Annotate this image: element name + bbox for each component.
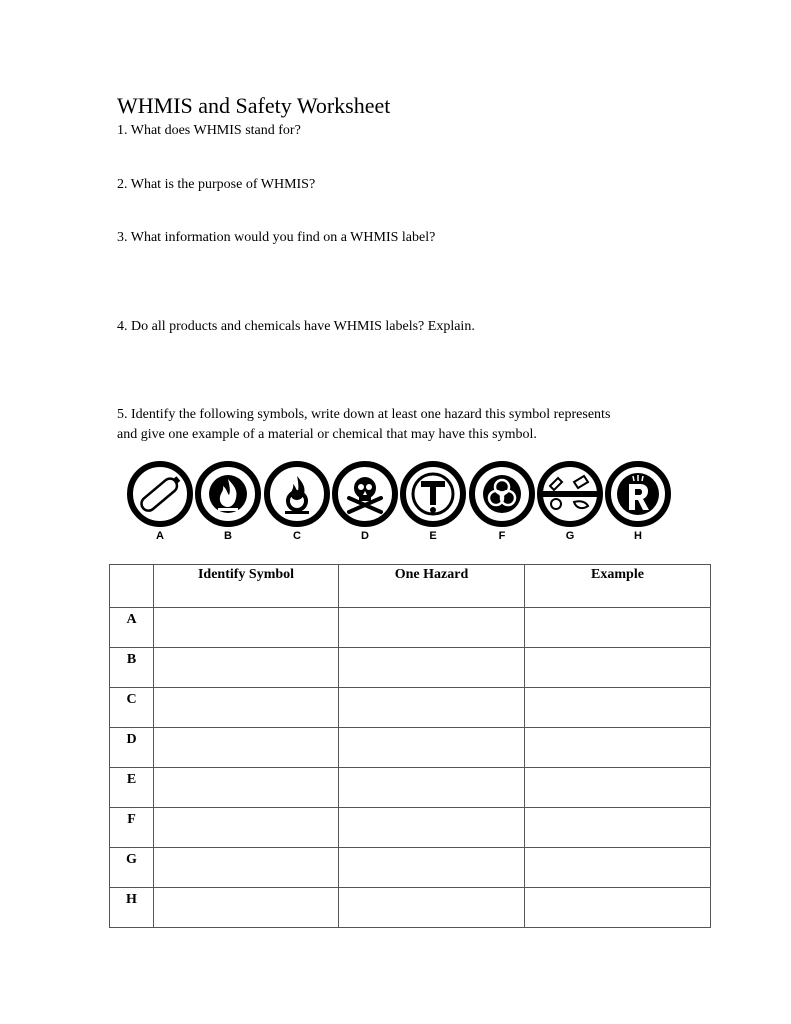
identify-symbol-cell[interactable] [154,648,339,688]
question-5-line-2: and give one example of a material or chemical that may have this symbol. [117,427,537,442]
page-title: WHMIS and Safety Worksheet [117,93,391,118]
one-hazard-cell[interactable] [339,728,525,768]
row-label: F [110,808,154,848]
identify-symbol-cell[interactable] [154,768,339,808]
example-cell[interactable] [525,728,711,768]
one-hazard-cell[interactable] [339,688,525,728]
table-row [110,648,711,688]
example-cell[interactable] [525,888,711,928]
table-row [110,688,711,728]
identify-symbol-cell[interactable] [154,808,339,848]
example-cell[interactable] [525,688,711,728]
symbol-h [604,460,672,542]
one-hazard-cell[interactable] [339,768,525,808]
example-cell[interactable] [525,808,711,848]
symbol-letter: C [293,530,301,542]
header-cell-blank [110,565,154,608]
oxidizing-flame-over-circle-icon [263,460,331,528]
symbol-f [468,460,536,542]
table-row [110,768,711,808]
toxic-t-icon [399,460,467,528]
example-cell[interactable] [525,608,711,648]
symbol-g [536,460,604,542]
symbol-d [331,460,399,542]
symbol-letter: D [361,530,369,542]
table-row [110,728,711,768]
symbol-letter: E [429,530,437,542]
one-hazard-cell[interactable] [339,888,525,928]
example-cell[interactable] [525,768,711,808]
one-hazard-cell[interactable] [339,848,525,888]
question-4: 4. Do all products and chemicals have WHMIS labels? Explain. [117,319,475,334]
header-identify-symbol: Identify Symbol [154,565,339,608]
identify-symbol-cell[interactable] [154,608,339,648]
compressed-gas-cylinder-icon [126,460,194,528]
row-label: A [110,608,154,648]
question-3: 3. What information would you find on a WHMIS label? [117,230,436,245]
identify-symbol-cell[interactable] [154,688,339,728]
biohazard-icon [468,460,536,528]
symbol-b [194,460,262,542]
example-cell[interactable] [525,848,711,888]
symbol-a [126,460,194,542]
example-cell[interactable] [525,648,711,688]
question-1: 1. What does WHMIS stand for? [117,123,301,138]
symbol-e [399,460,467,542]
row-label: B [110,648,154,688]
dangerously-reactive-r-icon [604,460,672,528]
identify-symbol-cell[interactable] [154,848,339,888]
table-row [110,848,711,888]
flammable-flame-icon [194,460,262,528]
table-row [110,608,711,648]
corrosive-icon [536,460,604,528]
row-label: C [110,688,154,728]
header-example: Example [525,565,711,608]
row-label: G [110,848,154,888]
question-5-line-1: 5. Identify the following symbols, write down at least one hazard this symbol represents [117,407,611,422]
table-header-row [110,565,711,608]
identify-symbol-cell[interactable] [154,888,339,928]
question-2: 2. What is the purpose of WHMIS? [117,177,316,192]
symbol-letter: F [498,530,506,542]
one-hazard-cell[interactable] [339,608,525,648]
symbol-letter: B [224,530,232,542]
table-row [110,888,711,928]
whmis-symbol-strip [126,460,674,550]
one-hazard-cell[interactable] [339,648,525,688]
symbol-letter: H [634,530,642,542]
answer-table [109,564,711,928]
table-row [110,808,711,848]
header-one-hazard: One Hazard [339,565,525,608]
skull-crossbones-icon [331,460,399,528]
row-label: H [110,888,154,928]
one-hazard-cell[interactable] [339,808,525,848]
row-label: E [110,768,154,808]
symbol-c [263,460,331,542]
symbol-letter: G [565,530,575,542]
row-label: D [110,728,154,768]
symbol-letter: A [156,530,164,542]
identify-symbol-cell[interactable] [154,728,339,768]
